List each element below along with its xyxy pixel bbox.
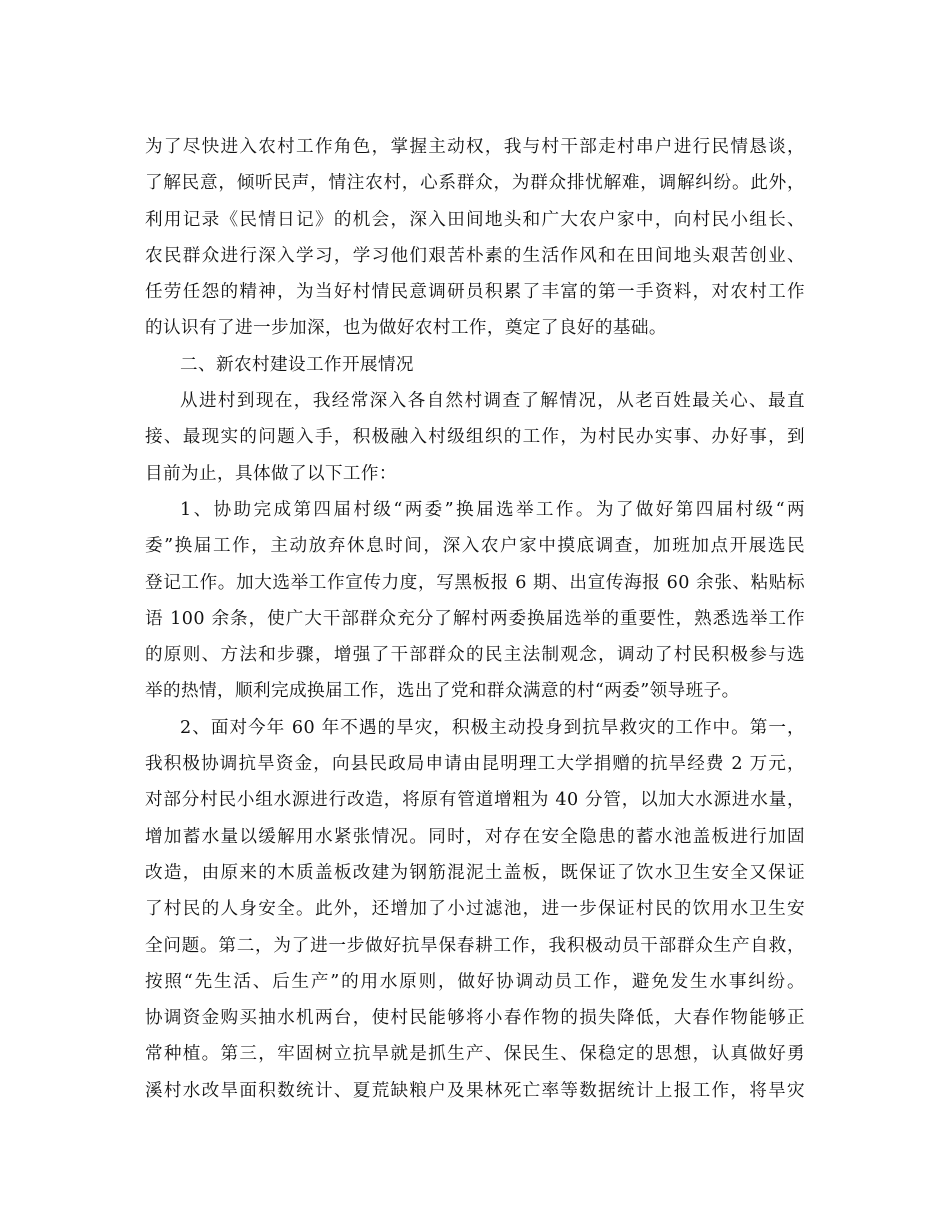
paragraph-3 (145, 383, 805, 492)
text-line: 目前为止，具体做了以下工作： (145, 463, 397, 484)
text-line: 增加蓄水量以缓解用水紧张情况。同时，对存在安全隐患的蓄水池盖板进行加固 (145, 826, 805, 847)
text-line: 2、面对今年 60 年不遇的旱灾，积极主动投身到抗旱救灾的工作中。第一， (180, 717, 805, 738)
text-line: 为了尽快进入农村工作角色，掌握主动权，我与村干部走村串户进行民情恳谈， (145, 137, 805, 157)
paragraph-1 (145, 129, 805, 347)
text-line: 接、最现实的问题入手，积极融入村级组织的工作，为村民办实事、办好事，到 (145, 427, 805, 448)
text-line: 农民群众进行深入学习，学习他们艰苦朴素的生活作风和在田间地头艰苦创业、 (145, 245, 805, 266)
text-line: 利用记录《民情日记》的机会，深入田间地头和广大农户家中，向村民小组长、 (145, 209, 805, 230)
text-line: 任劳任怨的精神，为当好村情民意调研员积累了丰富的第一手资料，对农村工作 (145, 282, 805, 303)
text-line: 的原则、方法和步骤，增强了干部群众的民主法制观念，调动了村民积极参与选 (145, 645, 805, 666)
text-line: 溪村水改旱面积数统计、夏荒缺粮户及果林死亡率等数据统计上报工作，将旱灾 (145, 1080, 805, 1101)
text-line: 全问题。第二，为了进一步做好抗旱保春耕工作，我积极动员干部群众生产自救， (145, 935, 805, 956)
paragraph-4 (145, 492, 805, 710)
text-line: 了村民的人身安全。此外，还增加了小过滤池，进一步保证村民的饮用水卫生安 (145, 899, 805, 920)
text-line: 我积极协调抗旱资金，向县民政局申请由昆明理工大学捐赠的抗旱经费 2 万元， (145, 754, 805, 775)
text-line: 改造，由原来的木质盖板改建为钢筋混泥土盖板，既保证了饮水卫生安全又保证 (145, 862, 805, 883)
text-line: 协调资金购买抽水机两台，使村民能够将小春作物的损失降低，大春作物能够正 (145, 1008, 805, 1029)
section-heading (145, 347, 805, 383)
paragraph-5 (145, 710, 805, 1109)
text-line: 从进村到现在，我经常深入各自然村调查了解情况，从老百姓最关心、最直 (180, 391, 805, 412)
text-line: 了解民意，倾听民声，情注农村，心系群众，为群众排忧解难，调解纠纷。此外， (145, 173, 805, 194)
text-line: 委”换届工作，主动放弃休息时间，深入农户家中摸底调查，加班加点开展选民 (145, 536, 805, 557)
text-line: 语 100 余条，使广大干部群众充分了解村两委换届选举的重要性，熟悉选举工作 (145, 608, 805, 629)
text-line: 1、协助完成第四届村级“两委”换届选举工作。为了做好第四届村级“两 (180, 499, 805, 520)
document-body (145, 129, 805, 1109)
text-line: 按照“先生活、后生产”的用水原则，做好协调动员工作，避免发生水事纠纷。 (145, 971, 805, 992)
section-heading-text: 二、新农村建设工作开展情况 (180, 354, 414, 375)
text-line: 常种植。第三，牢固树立抗旱就是抓生产、保民生、保稳定的思想，认真做好勇 (145, 1044, 805, 1065)
text-line: 登记工作。加大选举工作宣传力度，写黑板报 6 期、出宣传海报 60 余张、粘贴标 (145, 572, 805, 593)
text-line: 的认识有了进一步加深，也为做好农村工作，奠定了良好的基础。 (145, 318, 667, 339)
text-line: 对部分村民小组水源进行改造，将原有管道增粗为 40 分管，以加大水源进水量， (145, 790, 805, 811)
text-line: 举的热情，顺利完成换届工作，选出了党和群众满意的村“两委”领导班子。 (145, 681, 740, 702)
